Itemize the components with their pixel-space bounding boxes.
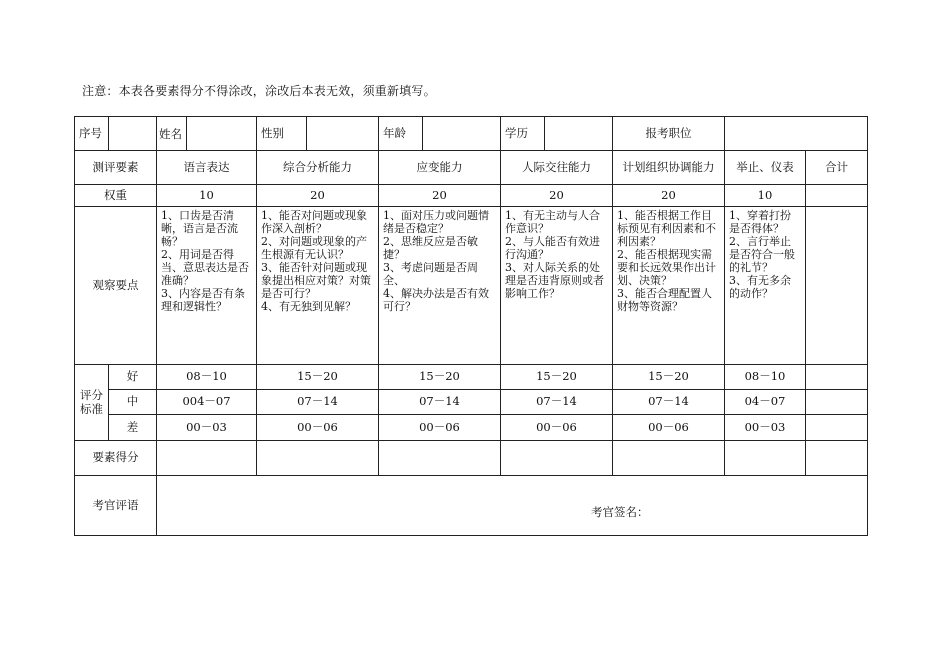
observation-analysis [257, 207, 379, 365]
score-field-total[interactable] [806, 441, 868, 476]
comment-field[interactable] [157, 476, 868, 536]
grade-range: 00－03 [157, 415, 257, 441]
score-field-planning[interactable] [613, 441, 725, 476]
factors-row [75, 151, 868, 185]
score-field-adaptability[interactable] [379, 441, 501, 476]
observation-point: 3、能否合理配置人财物等资源？ [617, 287, 712, 313]
grade-total-cell [806, 365, 868, 390]
factor-adaptability: 应变能力 [379, 151, 501, 185]
grade-range: 08－10 [725, 365, 806, 390]
observation-point: 3、有无多余的动作？ [729, 274, 791, 300]
observation-point: 4、解决办法是否有效可行？ [383, 287, 489, 313]
grade-total-cell [806, 390, 868, 415]
weight-value: 20 [501, 185, 613, 207]
observation-point: 2、言行举止是否符合一般的礼节？ [729, 235, 795, 274]
name-label: 姓名 [157, 117, 187, 151]
observation-point: 1、有无主动与人合作意识？ [505, 209, 600, 235]
education-label: 学历 [501, 117, 545, 151]
grade-label: 差 [109, 415, 157, 441]
weight-value: 10 [725, 185, 806, 207]
observation-language [157, 207, 257, 365]
gender-label: 性别 [257, 117, 307, 151]
grade-row-poor [75, 415, 868, 441]
observation-total-cell [806, 207, 868, 365]
observation-point: 2、用词是否得当、意思表达是否准确？ [161, 248, 249, 287]
header-row [75, 117, 868, 151]
grade-range: 00－06 [379, 415, 501, 441]
weight-value: 10 [157, 185, 257, 207]
grade-range: 07－14 [501, 390, 613, 415]
observation-point: 2、思维反应是否敏捷？ [383, 235, 478, 261]
signature-label: 考官签名： [591, 504, 649, 519]
comment-row [75, 476, 868, 536]
score-field-analysis[interactable] [257, 441, 379, 476]
position-field[interactable] [725, 117, 868, 151]
observation-adaptability [379, 207, 501, 365]
interview-score-table [74, 116, 868, 536]
weight-value: 20 [613, 185, 725, 207]
grade-row-medium [75, 390, 868, 415]
grade-range: 04－07 [725, 390, 806, 415]
factors-label: 测评要素 [75, 151, 157, 185]
age-label: 年龄 [379, 117, 423, 151]
score-field-language[interactable] [157, 441, 257, 476]
weight-row [75, 185, 868, 207]
grade-label: 好 [109, 365, 157, 390]
observation-point: 1、面对压力或问题情绪是否稳定？ [383, 209, 489, 235]
grade-range: 00－06 [257, 415, 379, 441]
factor-analysis: 综合分析能力 [257, 151, 379, 185]
grade-total-cell [806, 415, 868, 441]
grade-range: 07－14 [257, 390, 379, 415]
grade-range: 07－14 [613, 390, 725, 415]
grade-range: 08－10 [157, 365, 257, 390]
factor-score-row [75, 441, 868, 476]
factor-score-label: 要素得分 [75, 441, 157, 476]
factor-interpersonal: 人际交往能力 [501, 151, 613, 185]
observation-point: 1、穿着打扮是否得体？ [729, 209, 791, 235]
observation-point: 1、能否根据工作目标预见有利因素和不利因素？ [617, 209, 716, 248]
scoring-label: 评分标准 [75, 365, 109, 441]
name-field[interactable] [187, 117, 257, 151]
observation-point: 2、对问题或现象的产生根源有无认识？ [261, 235, 367, 261]
grade-range: 15－20 [257, 365, 379, 390]
observation-point: 3、考虑问题是否周全、 [383, 261, 478, 287]
factor-planning: 计划组织协调能力 [613, 151, 725, 185]
grade-row-good [75, 365, 868, 390]
score-field-manner[interactable] [725, 441, 806, 476]
comment-label: 考官评语 [75, 476, 157, 536]
grade-range: 15－20 [501, 365, 613, 390]
form-note: 注意：本表各要素得分不得涂改，涂改后本表无效，须重新填写。 [82, 84, 436, 98]
observation-planning [613, 207, 725, 365]
grade-range: 15－20 [613, 365, 725, 390]
factor-manner: 举止、仪表 [725, 151, 806, 185]
grade-label: 中 [109, 390, 157, 415]
observation-point: 3、能否针对问题或现象提出相应对策？对策是否可行？ [261, 261, 371, 300]
grade-range: 07－14 [379, 390, 501, 415]
serial-label: 序号 [75, 117, 109, 151]
weight-total-cell [806, 185, 868, 207]
position-label: 报考职位 [613, 117, 725, 151]
observe-label: 观察要点 [75, 207, 157, 365]
observation-point: 2、能否根据现实需要和长远效果作出计划、决策？ [617, 248, 716, 287]
gender-field[interactable] [307, 117, 379, 151]
weight-value: 20 [379, 185, 501, 207]
observation-point: 1、口齿是否清晰，语言是否流畅？ [161, 209, 238, 248]
weight-label: 权重 [75, 185, 157, 207]
weight-value: 20 [257, 185, 379, 207]
observation-point: 3、对人际关系的处理是否违背原则或者影响工作？ [505, 261, 604, 300]
serial-field[interactable] [109, 117, 157, 151]
observation-point: 1、能否对问题或现象作深入剖析？ [261, 209, 367, 235]
score-field-interpersonal[interactable] [501, 441, 613, 476]
observation-point: 2、与人能否有效进行沟通？ [505, 235, 600, 261]
observation-manner [725, 207, 806, 365]
total-label: 合计 [806, 151, 868, 185]
factor-language: 语言表达 [157, 151, 257, 185]
grade-range: 15－20 [379, 365, 501, 390]
observation-row [75, 207, 868, 365]
grade-range: 00－06 [613, 415, 725, 441]
grade-range: 004－07 [157, 390, 257, 415]
observation-point: 4、有无独到见解？ [261, 300, 356, 313]
observation-point: 3、内容是否有条理和逻辑性？ [161, 287, 245, 313]
age-field[interactable] [423, 117, 501, 151]
observation-interpersonal [501, 207, 613, 365]
grade-range: 00－03 [725, 415, 806, 441]
education-field[interactable] [545, 117, 613, 151]
grade-range: 00－06 [501, 415, 613, 441]
